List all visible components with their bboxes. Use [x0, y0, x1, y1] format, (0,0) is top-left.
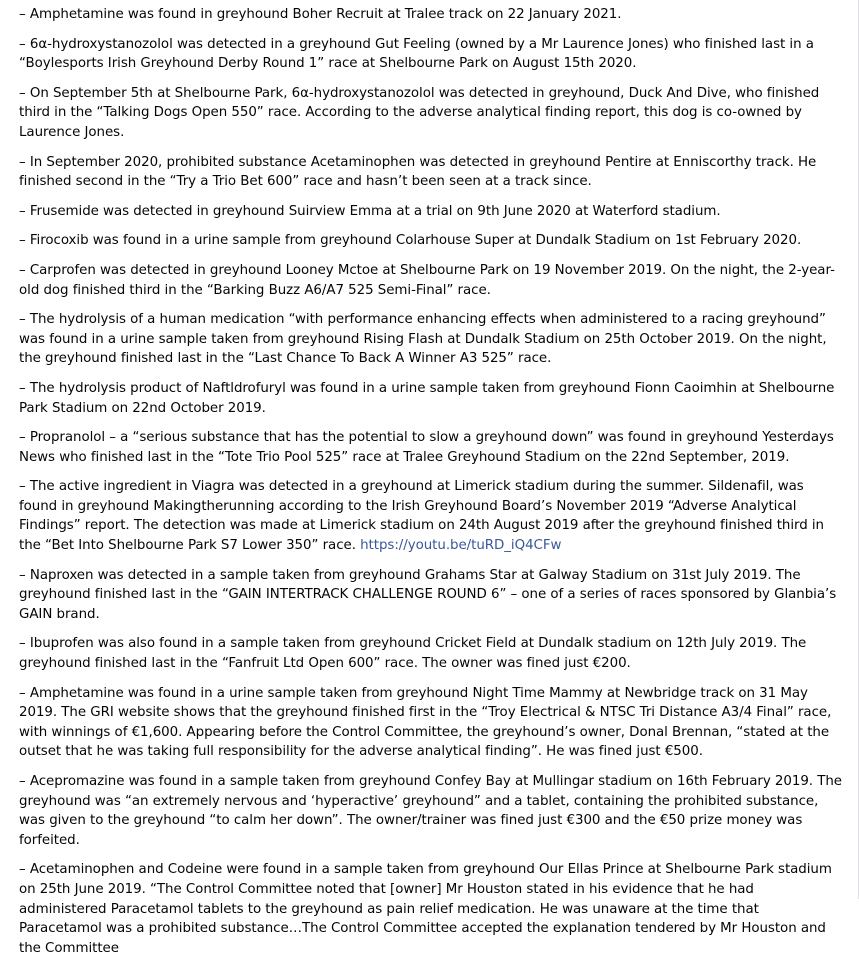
paragraph-11-text: – The active ingredient in Viagra was detected in a greyhound at Limerick stadium during the summer. Sildenafil, was found in greyhound Makingtherunning according to the Irish Greyhound Board’s November 2019 “Adverse Analytical Findings” report. The detection was made at Limerick stadium on 24th August 2019 after the greyhound finished third in the “Bet Into Shelbourne Park S7 Lower 350” race.	[19, 479, 824, 554]
paragraph-12: – Naproxen was detected in a sample taken from greyhound Grahams Star at Galway Stadium on 31st July 2019. The greyhound finished last in the “GAIN INTERTRACK CHALLENGE ROUND 6” – one of a series of races sponsored by Glanbia’s GAIN brand.	[19, 567, 837, 622]
youtube-link[interactable]: https://youtu.be/tuRD_iQ4CFw	[360, 538, 562, 554]
paragraph-2: – 6α-hydroxystanozolol was detected in a greyhound Gut Feeling (owned by a Mr Laurence Jones) who finished last in a “Boylesports Irish Greyhound Derby Round 1” race at Shelbourne Park on August 15th 2020.	[19, 36, 814, 72]
paragraph-6: – Firocoxib was found in a urine sample from greyhound Colarhouse Super at Dundalk Stadium on 1st February 2020.	[19, 233, 802, 249]
paragraph-1: – Amphetamine was found in greyhound Boher Recruit at Tralee track on 22 January 2021.	[19, 7, 622, 22]
paragraph-4: – In September 2020, prohibited substance Acetaminophen was detected in greyhound Pentire at Enniscorthy track. He finished second in the “Try a Trio Bet 600” race and hasn’t been seen at a track since.	[19, 154, 817, 190]
paragraph-11	[19, 477, 845, 555]
paragraph-10: – Propranolol – a “serious substance that has the potential to slow a greyhound down” was found in greyhound Yesterdays News who finished last in the “Tote Trio Pool 525” race at Tralee Greyhound Stadium on the 22nd September, 2019.	[19, 430, 834, 465]
paragraph-7: – Carprofen was detected in greyhound Looney Mctoe at Shelbourne Park on 19 November 2019. On the night, the 2-year-old dog finished third in the “Barking Buzz A6/A7 525 Semi-Final” race.	[19, 262, 835, 298]
paragraph-14: – Amphetamine was found in a urine sample taken from greyhound Night Time Mammy at Newbridge track on 31 May 2019. The GRI website shows that the greyhound finished first in the “Troy Electrical & NTSC Tri Distance A3/4 Final” race, with winnings of €1,600. Appearing before the Control Committee, the greyhound’s owner, Donal Brennan, “stated at the outset that he was taking full responsibility for the adverse analytical finding”. He was fined just €500.	[19, 685, 832, 760]
post-body	[19, 0, 845, 968]
paragraph-5: – Frusemide was detected in greyhound Suirview Emma at a trial on 9th June 2020 at Waterford stadium.	[19, 203, 721, 219]
paragraph-13: – Ibuprofen was also found in a sample taken from greyhound Cricket Field at Dundalk stadium on 12th July 2019. The greyhound finished last in the “Fanfruit Ltd Open 600” race. The owner was fined just €200.	[19, 636, 807, 672]
paragraph-8: – The hydrolysis of a human medication “with performance enhancing effects when administered to a racing greyhound” was found in a urine sample taken from greyhound Rising Flash at Dundalk Stadium on 25th October 2019. On the night, the greyhound finished last in the “Last Chance To Back A Winner A3 525” race.	[19, 312, 827, 367]
paragraph-15: – Acepromazine was found in a sample taken from greyhound Confey Bay at Mullingar stadium on 16th February 2019. The greyhound was “an extremely nervous and ‘hyperactive’ greyhound” and a tablet, containing the prohibited substance, was given to the greyhound “to calm her down”. The owner/trainer was fined just €300 and the €50 prize money was forfeited.	[19, 774, 842, 848]
paragraph-3: – On September 5th at Shelbourne Park, 6α-hydroxystanozolol was detected in greyhound, Duck And Dive, who finished third in the “Talking Dogs Open 550” race. According to the adverse analytical finding report, this dog is co-owned by Laurence Jones.	[19, 85, 820, 140]
paragraph-9: – The hydrolysis product of Naftldrofuryl was found in a urine sample taken from greyhound Fionn Caoimhin at Shelbourne Park Stadium on 22nd October 2019.	[19, 380, 835, 416]
paragraph-16: – Acetaminophen and Codeine were found in a sample taken from greyhound Our Ellas Prince at Shelbourne Park stadium on 25th June 2019. “The Control Committee noted that [owner] Mr Houston stated in his evidence that he had administered Paracetamol tablets to the greyhound as pain relief medication. He was unaware at the time that Paracetamol was a prohibited substance…The Control Committee accepted the explanation tendered by Mr Houston and the Committee	[19, 862, 832, 956]
